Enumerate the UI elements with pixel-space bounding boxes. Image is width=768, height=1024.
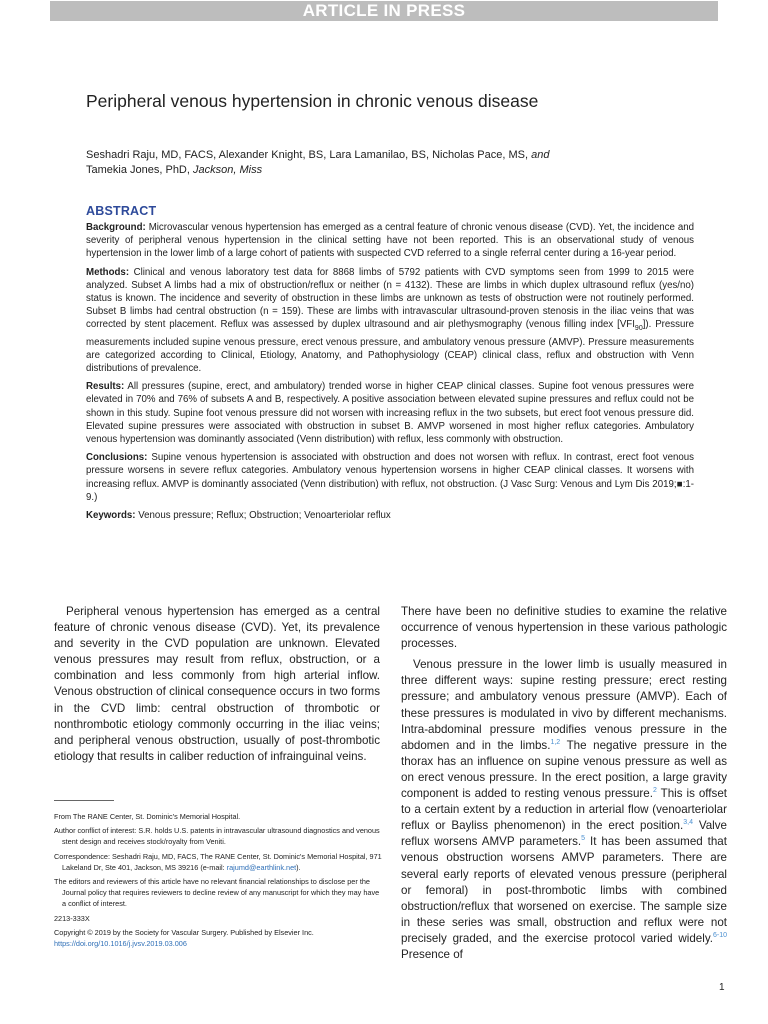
body-text: Presence of (401, 947, 463, 961)
footnote-from: From The RANE Center, St. Dominic's Memorial Hospital. (54, 812, 241, 821)
body-text: Valve reflux worsens AMVP parameters. (401, 819, 727, 849)
page-number: 1 (719, 982, 725, 993)
methods-label: Methods: (86, 266, 130, 278)
citation-link[interactable]: 2 (652, 787, 657, 795)
citation-link[interactable]: 1,2 (550, 738, 561, 746)
abstract-body (86, 221, 694, 527)
citation-link[interactable]: 5 (581, 835, 586, 843)
author-list (86, 148, 646, 178)
footnote-editors: The editors and reviewers of this article have no relevant financial relationships to disclose per the Journal policy that requires reviewers to decline review of any manuscript for which they may have a conflict of interest. (54, 877, 380, 909)
footnote-divider (54, 800, 114, 801)
author-location: Jackson, Miss (193, 164, 263, 176)
conclusions-text: Supine venous hypertension is associated with obstruction and does not worsen with reflux. In contrast, erect foot venous pressure worsens in severe reflux categories. Ambulatory venous hypertension worsens in higher CEAP clinical classes. It worsens with increasing reflux. AMVP is dominantly associated (Venn distribution) with reflux, not obstruction. (J Vasc Surg: Venous and Lym Dis 2019;■:1-9.) (86, 452, 694, 503)
abstract-conclusions (86, 451, 694, 504)
results-label: Results: (86, 381, 125, 393)
email-link[interactable]: rajumd@earthlink.net (226, 862, 297, 872)
body-paragraph: Peripheral venous hypertension has emerged as a central feature of chronic venous disease (CVD). Yet, its prevalence and severity in the CVD population are unknown. Elevated venous pressures may result from reflux, obstruction, or a combination and less commonly from high arterial inflow. Venous obstruction of clinical consequence occurs in two forms in the CVD limb: central obstruction of thrombotic or nonthrombotic etiology commonly occurring in the iliac veins; and peripheral venous obstruction, usually of post-thrombotic etiology that results in caliber reduction of infrainguinal veins. (54, 605, 380, 763)
article-title: Peripheral venous hypertension in chronic venous disease (86, 91, 539, 111)
body-text: It has been assumed that venous obstruction worsens AMVP parameters. There are several early reports of elevated venous pressure (peripheral or femoral) in post-thrombotic limbs with combined obstruction/reflux that worsened on exercise. The sample size in these series was small, obstruction and reflux were not precisely graded, and the exercise protocol varied widely. (401, 835, 727, 945)
footnotes (54, 811, 382, 952)
citation-link[interactable]: 3,4 (683, 819, 693, 827)
article-in-press-banner: ARTICLE IN PRESS (50, 1, 718, 21)
footnote-correspondence (54, 851, 382, 873)
conclusions-label: Conclusions: (86, 452, 148, 464)
abstract-results (86, 380, 694, 446)
citation-link[interactable]: 6-10 (712, 932, 727, 940)
doi-link[interactable]: https://doi.org/10.1016/j.jvsv.2019.03.006 (54, 939, 187, 949)
correspondence-end: ). (296, 862, 301, 872)
body-paragraph: There have been no definitive studies to examine the relative occurrence of venous hypertension in these various pathologic processes. (401, 605, 727, 651)
background-label: Background: (86, 222, 146, 233)
body-paragraph (401, 657, 727, 963)
body-column-left (54, 604, 380, 765)
correspondence-text: Correspondence: Seshadri Raju, MD, FACS, The RANE Center, St. Dominic's Memorial Hospital, 971 Lakeland Dr, Ste 401, Jackson, MS 39216 (e-mail: (54, 851, 382, 872)
abstract-heading: ABSTRACT (86, 204, 157, 218)
author-names: Seshadri Raju, MD, FACS, Alexander Knight, BS, Lara Lamanilao, BS, Nicholas Pace, MS, (86, 149, 529, 161)
methods-text-a: Clinical and venous laboratory test data for 8868 limbs of 5792 patients with CVD symptoms seen from 1999 to 2015 were analyzed. Subset A limbs had a mix of obstruction/reflux or neither (n = 4132). These are limbs in which duplex ultrasound reflux (yes/no) status is known. The incidence and severity of obstruction in these limbs are unknown as tests of obstruction were not routinely performed. Subset B limbs had central obstruction (n = 159). These are limbs with intravascular ultrasound-proven stenosis in the iliac veins that was corrected by stent placement. Reflux was assessed by duplex ultrasound and air plethysmography (venous filling index [VFI (86, 266, 694, 331)
footnote-issn: 2213-333X (54, 913, 90, 923)
background-text: Microvascular venous hypertension has emerged as a central feature of chronic venous disease (CVD). Yet, the incidence and severity of peripheral venous hypertension in the clinical setting have not been reported. This is an observational study of venous hypertension in the lower limb of a large cohort of patients with suspected CVD referred to a single referral center during a 16-year period. (86, 222, 694, 260)
results-text: All pressures (supine, erect, and ambulatory) trended worse in higher CEAP clinical classes. Supine foot venous pressures were elevated in 70% and 76% of subsets A and B, respectively. A positive association between elevated supine pressures and reflux could not be shown in this study. Supine foot venous pressure did not worsen with increasing reflux in the two subsets, but erect foot venous pressure did. Elevated supine pressures were associated with obstruction in subset B. AMVP worsened in most higher reflux categories. Ambulatory venous hypertension was dominantly associated (Venn distribution) with reflux, less commonly with obstruction. (86, 381, 694, 445)
abstract-keywords (86, 509, 694, 522)
author-names-2: Tamekia Jones, PhD, (86, 164, 190, 176)
body-text: This is offset to a certain extent by a reduction in arterial flow (venoarteriolar reflux or Bayliss phenomenon) in the erect position. (401, 787, 727, 833)
body-text: The negative pressure in the thorax has an influence on supine venous pressure as well as on erect venous pressure. In the erect position, a large gravity component is added to resting venous pressure. (401, 738, 727, 801)
keywords-text: Venous pressure; Reflux; Obstruction; Venoarteriolar reflux (138, 510, 391, 521)
footnote-conflict: Author conflict of interest: S.R. holds U.S. patents in intravascular ultrasound diagnostics and venous stent design and receives stock/royalty from Veniti. (54, 826, 380, 847)
methods-subscript: 90 (634, 325, 643, 333)
author-and: and (531, 149, 550, 161)
body-text: Venous pressure in the lower limb is usually measured in three different ways: supine resting pressure; erect resting pressure; and ambulatory venous pressure (AMVP). Each of these pressures is modulated in vivo by different mechanisms. Intra-abdominal pressure modifies venous pressure in the abdomen and in the limbs. (401, 658, 727, 752)
abstract-methods (86, 266, 694, 376)
abstract-background (86, 221, 694, 261)
body-column-right (401, 604, 727, 963)
keywords-label: Keywords: (86, 510, 136, 521)
footnote-copyright: Copyright © 2019 by the Society for Vascular Surgery. Published by Elsevier Inc. (54, 927, 314, 937)
methods-text-b: ]). Pressure measurements included supine venous pressure, erect venous pressure, and ambulatory venous pressure (AMVP). Pressure measurements are categorized according to Clinical, Etiology, Anatomy, and Pathophysiology (CEAP) clinical class, reflux and obstruction with Venn distributions of prevalence. (86, 319, 694, 374)
